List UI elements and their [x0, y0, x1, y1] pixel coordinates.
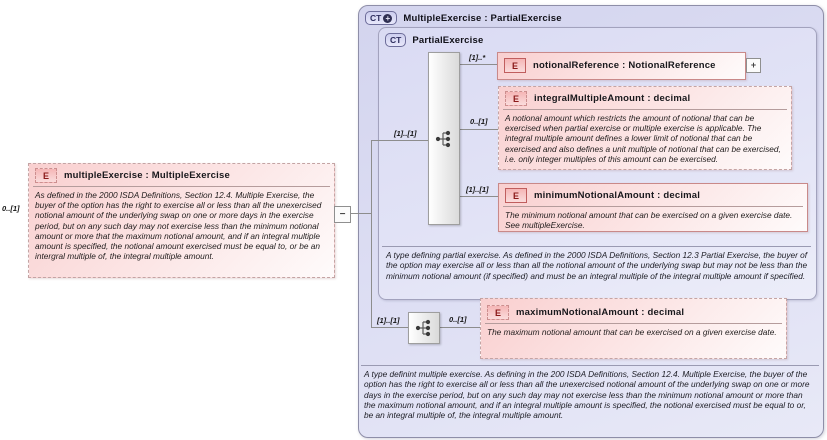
basetype-documentation: A type defining partial exercise. As defined in the 2000 ISDA Definitions, Section 12.3 Partial Exercise, the buyer of the option may exercise all or less than all the notional amount of the underlying swap but may not be less than the minimum notional amount (if specified) and must be an integral multiple of the integral multiple amount if specified. — [386, 250, 808, 281]
element-title: minimumNotionalAmount : decimal — [534, 190, 701, 201]
element-multipleexercise[interactable] — [28, 163, 335, 278]
branch-line-integralmultipleamount — [458, 129, 498, 130]
complextype-title: MultipleExercise : PartialExercise — [403, 12, 562, 24]
cardinality-multipleexercise: 0..[1] — [2, 204, 20, 213]
connector-trunk-line — [371, 140, 372, 328]
element-header — [29, 164, 334, 186]
cardinality-integralmultipleamount: 0..[1] — [470, 117, 488, 126]
element-notionalreference[interactable] — [497, 52, 746, 80]
branch-line-notionalreference — [458, 64, 497, 65]
sequence-compositor-base[interactable] — [428, 52, 460, 225]
element-integralmultipleamount[interactable] — [498, 86, 792, 170]
element-documentation: The minimum notional amount that can be exercised on a given exercise date. See multipleExercise. — [505, 210, 793, 231]
cardinality-extension-sequence: [1]..[1] — [377, 316, 400, 325]
basetype-title: PartialExercise — [412, 34, 484, 46]
complextype-icon — [385, 33, 406, 47]
cardinality-notionalreference: [1]..* — [469, 53, 486, 62]
element-icon: E — [487, 305, 509, 320]
expand-toggle[interactable]: + — [746, 58, 761, 73]
sequence-compositor-extension[interactable] — [408, 312, 440, 344]
element-icon: E — [505, 91, 527, 106]
element-icon: E — [505, 188, 527, 203]
element-title: notionalReference : NotionalReference — [533, 60, 716, 71]
element-header — [499, 184, 807, 206]
element-icon: E — [504, 58, 526, 73]
element-documentation: As defined in the 2000 ISDA Definitions, Section 12.4. Multiple Exercise, the buyer of the option has the right to exercise all or less than all the unexercised notional amount of the underlying swap on one or more days in the exercise period, but on any such day may not exercise less than the minimum notional amount or more that the maximum notional amount, and if an integral multiple amount is specified, the notional amount exercised must be equal to, or be an intergral multiple of, the integral multiple amount. — [35, 190, 322, 262]
element-title: integralMultipleAmount : decimal — [534, 93, 691, 104]
inner-doc-separator — [382, 246, 811, 247]
element-minimumnotionalamount[interactable] — [498, 183, 808, 232]
collapse-toggle[interactable]: − — [334, 206, 351, 223]
complextype-header — [359, 6, 823, 27]
branch-line-minimumnotionalamount — [458, 196, 498, 197]
element-header — [499, 87, 791, 109]
cardinality-base-sequence: [1]..[1] — [394, 129, 417, 138]
element-header — [481, 299, 786, 323]
complextype-documentation: A type definint multiple exercise. As defining in the 200 ISDA Definitions, Section 12.4. Multiple Exercise, the buyer of the option has the right to exercise all or less than all the unexercised notional amount of the underlying swap on one or more days in the exercise period, but on any such day may not exercise less than the minimum notional amount or more than the maximum notional amount, and if an integral multiple amount is specified, the notional exercised must be equal to or, be an integral multiple of, the integral multiple amount. — [364, 369, 810, 421]
outer-doc-separator — [361, 365, 819, 366]
complextype-derived-icon — [365, 11, 397, 25]
element-maximumnotionalamount[interactable] — [480, 298, 787, 359]
element-icon: E — [35, 168, 57, 183]
derivation-plus-icon: + — [383, 14, 392, 23]
connector-to-extension-sequence — [371, 327, 408, 328]
branch-line-maximumnotionalamount — [438, 327, 480, 328]
element-title: multipleExercise : MultipleExercise — [64, 170, 230, 181]
ct-icon-label: CT — [390, 35, 402, 45]
element-header — [498, 53, 745, 76]
ct-icon-label: CT — [370, 13, 382, 23]
cardinality-maximumnotionalamount: 0..[1] — [449, 315, 467, 324]
connector-to-base-sequence — [371, 140, 428, 141]
sequence-icon — [435, 129, 453, 149]
basetype-header — [379, 28, 816, 49]
sequence-icon — [415, 318, 433, 338]
element-documentation: A notional amount which restricts the amount of notional that can be exercised when partial exercise or multiple exercise is applicable. The integral multiple amount defines a lower limit of notional that can be exercised and also defines a unit multiple of notional that can be exercised, i.e. only integer multiples of this amount can be exercised. — [505, 113, 781, 164]
element-documentation: The maximum notional amount that can be exercised on a given exercise date. — [487, 327, 777, 337]
element-title: maximumNotionalAmount : decimal — [516, 307, 685, 318]
cardinality-minimumnotionalamount: [1]..[1] — [466, 185, 489, 194]
